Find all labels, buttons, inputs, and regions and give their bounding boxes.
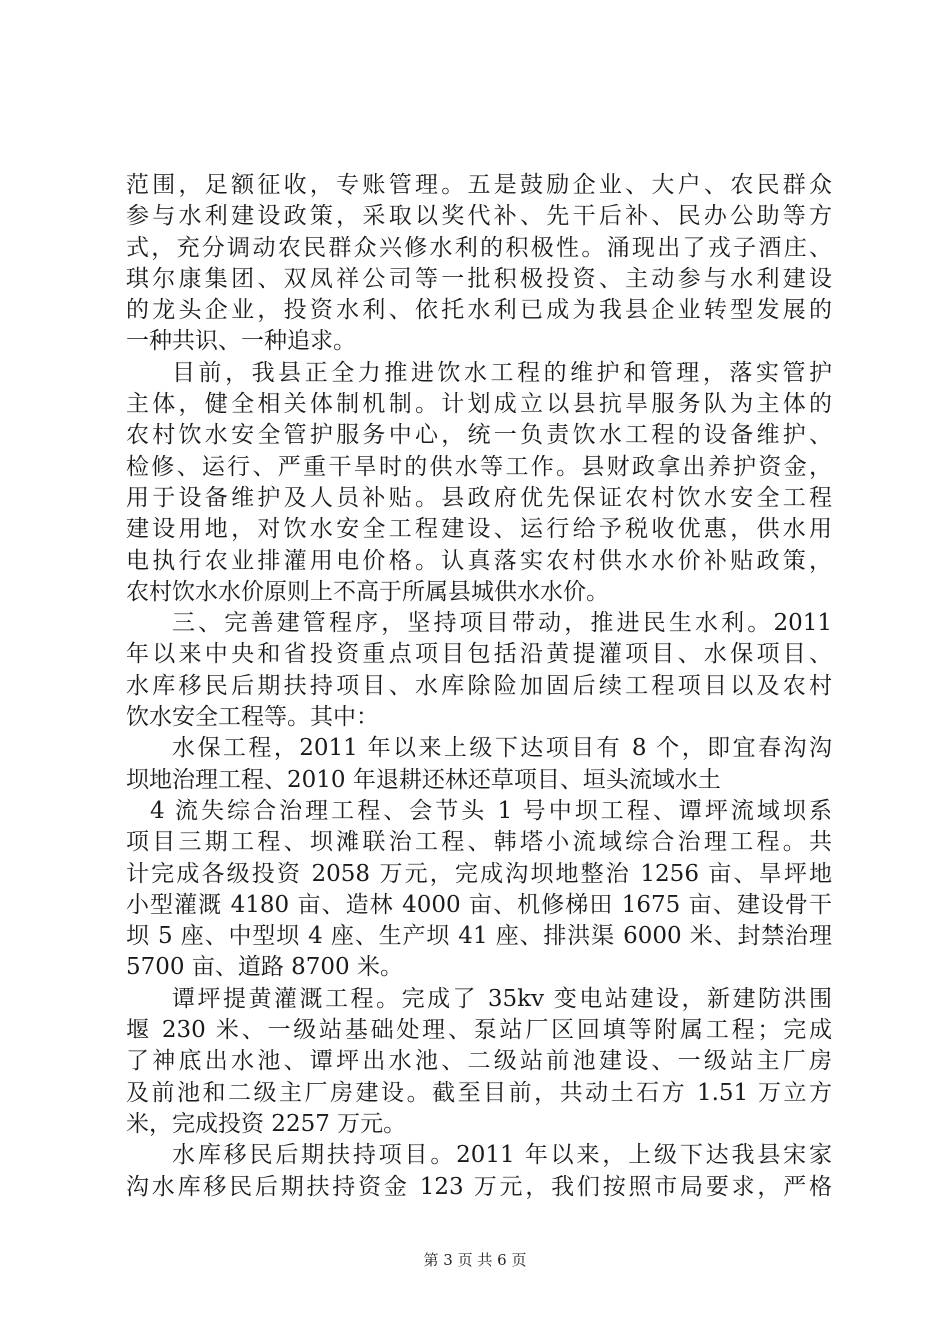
text-line: 谭坪提黄灌溉工程。完成了 35kv 变电站建设，新建防洪围 (172, 985, 832, 1012)
text-line: 水库移民后期扶持项目、水库除险加固后续工程项目以及农村 (126, 672, 832, 699)
text-line: 农村饮水安全管护服务中心，统一负责饮水工程的设备维护、 (126, 422, 832, 449)
text-line: 用于设备维护及人员补贴。县政府优先保证农村饮水安全工程 (126, 484, 832, 511)
text-line: 目前，我县正全力推进饮水工程的维护和管理，落实管护 (172, 359, 832, 386)
text-line: 计完成各级投资 2058 万元，完成沟坝地整治 1256 亩、旱坪地 (126, 860, 832, 887)
text-line: 坝 5 座、中型坝 4 座、生产坝 41 座、排洪渠 6000 米、封禁治理 (126, 923, 832, 950)
text-line: 琪尔康集团、双凤祥公司等一批积极投资、主动参与水利建设 (126, 265, 832, 292)
text-line: 项目三期工程、坝滩联治工程、韩塔小流域综合治理工程。共 (126, 829, 832, 856)
text-line: 米，完成投资 2257 万元。 (126, 1110, 407, 1137)
text-line: 式，充分调动农民群众兴修水利的积极性。涌现出了戎子酒庄、 (126, 234, 832, 261)
text-line: 4 流失综合治理工程、会节头 1 号中坝工程、谭坪流域坝系 (150, 797, 832, 824)
text-line: 建设用地，对饮水安全工程建设、运行给予税收优惠，供水用 (126, 516, 832, 543)
text-line: 5700 亩、道路 8700 米。 (126, 954, 403, 981)
text-line: 电执行农业排灌用电价格。认真落实农村供水水价补贴政策， (126, 547, 832, 574)
text-line: 小型灌溉 4180 亩、造林 4000 亩、机修梯田 1675 亩、建设骨干 (126, 891, 832, 918)
page-footer: 第 3 页 共 6 页 (423, 1251, 527, 1269)
text-line: 及前池和二级主厂房建设。截至目前，共动土石方 1.51 万立方 (126, 1079, 832, 1106)
text-line: 主体，健全相关体制机制。计划成立以县抗旱服务队为主体的 (126, 391, 832, 418)
text-line: 沟水库移民后期扶持资金 123 万元，我们按照市局要求，严格 (126, 1173, 832, 1200)
text-line: 范围，足额征收，专账管理。五是鼓励企业、大户、农民群众 (126, 172, 832, 198)
text-line: 了神底出水池、谭坪出水池、二级站前池建设、一级站主厂房 (126, 1048, 832, 1075)
text-line: 的龙头企业，投资水利、依托水利已成为我县企业转型发展的 (126, 297, 832, 324)
text-line: 坝地治理工程、2010 年退耕还林还草项目、垣头流域水土 (126, 766, 721, 793)
text-line: 参与水利建设政策，采取以奖代补、先干后补、民办公助等方 (126, 203, 832, 230)
text-line: 饮水安全工程等。其中： (126, 704, 379, 731)
text-line: 一种共识、一种追求。 (126, 328, 356, 355)
text-line: 年以来中央和省投资重点项目包括沿黄提灌项目、水保项目、 (126, 641, 832, 668)
text-line: 水库移民后期扶持项目。2011 年以来，上级下达我县宋家 (172, 1142, 832, 1169)
text-line: 农村饮水水价原则上不高于所属县城供水水价。 (126, 578, 609, 605)
text-line: 堰 230 米、一级站基础处理、泵站厂区回填等附属工程；完成 (126, 1017, 832, 1044)
text-line: 检修、运行、严重干旱时的供水等工作。县财政拿出养护资金， (126, 453, 832, 480)
text-line: 三、完善建管程序，坚持项目带动，推进民生水利。2011 (172, 610, 832, 637)
body-text (126, 170, 832, 1203)
text-line: 水保工程，2011 年以来上级下达项目有 8 个，即宜春沟沟 (172, 735, 832, 762)
